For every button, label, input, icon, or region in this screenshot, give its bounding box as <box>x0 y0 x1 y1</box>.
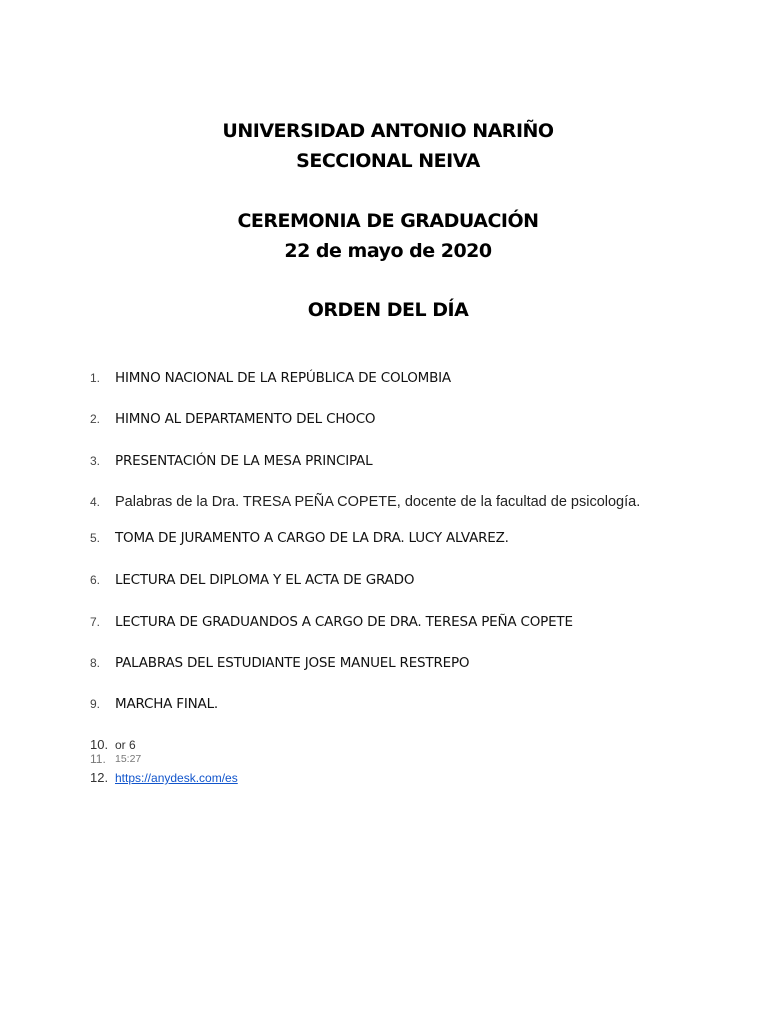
agenda-item-text: LECTURA DE GRADUANDOS A CARGO DE DRA. TERESA PEÑA COPETE <box>115 614 573 630</box>
anydesk-link[interactable]: https://anydesk.com/es <box>115 771 238 785</box>
agenda-item-text: LECTURA DEL DIPLOMA Y EL ACTA DE GRADO <box>115 572 415 588</box>
list-item-text: or 6 <box>115 738 136 752</box>
event-date: 22 de mayo de 2020 <box>284 240 492 262</box>
agenda-item-text: PALABRAS DEL ESTUDIANTE JOSE MANUEL RESTREPO <box>115 655 470 671</box>
timestamp-text: 15:27 <box>115 753 142 765</box>
agenda-item-text: TOMA DE JURAMENTO A CARGO DE LA DRA. LUCY ALVAREZ. <box>115 530 509 546</box>
agenda-item-number: 7. <box>90 615 101 629</box>
agenda-item-number: 8. <box>90 656 101 670</box>
list-item-number: 10. <box>90 737 109 752</box>
agenda-item-text: HIMNO AL DEPARTAMENTO DEL CHOCO <box>115 411 376 427</box>
agenda-item-number: 4. <box>90 495 101 509</box>
agenda-item-text: HIMNO NACIONAL DE LA REPÚBLICA DE COLOMBIA <box>115 370 451 386</box>
university-title: UNIVERSIDAD ANTONIO NARIÑO <box>222 120 554 142</box>
agenda-item-number: 3. <box>90 454 101 468</box>
event-title: CEREMONIA DE GRADUACIÓN <box>237 210 539 232</box>
list-item-number: 12. <box>90 770 109 785</box>
branch-title: SECCIONAL NEIVA <box>296 150 480 172</box>
agenda-item-text: Palabras de la Dra. TRESA PEÑA COPETE, docente de la facultad de psicología. <box>115 494 641 510</box>
agenda-item-text: MARCHA FINAL. <box>115 696 218 712</box>
list-item-number: 11. <box>90 752 106 766</box>
agenda-item-number: 1. <box>90 371 101 385</box>
agenda-title: ORDEN DEL DÍA <box>307 299 469 321</box>
agenda-item-number: 2. <box>90 412 101 426</box>
agenda-item-number: 5. <box>90 531 101 545</box>
agenda-item-number: 6. <box>90 573 101 587</box>
agenda-item-text: PRESENTACIÓN DE LA MESA PRINCIPAL <box>115 453 373 469</box>
agenda-item-number: 9. <box>90 697 101 711</box>
